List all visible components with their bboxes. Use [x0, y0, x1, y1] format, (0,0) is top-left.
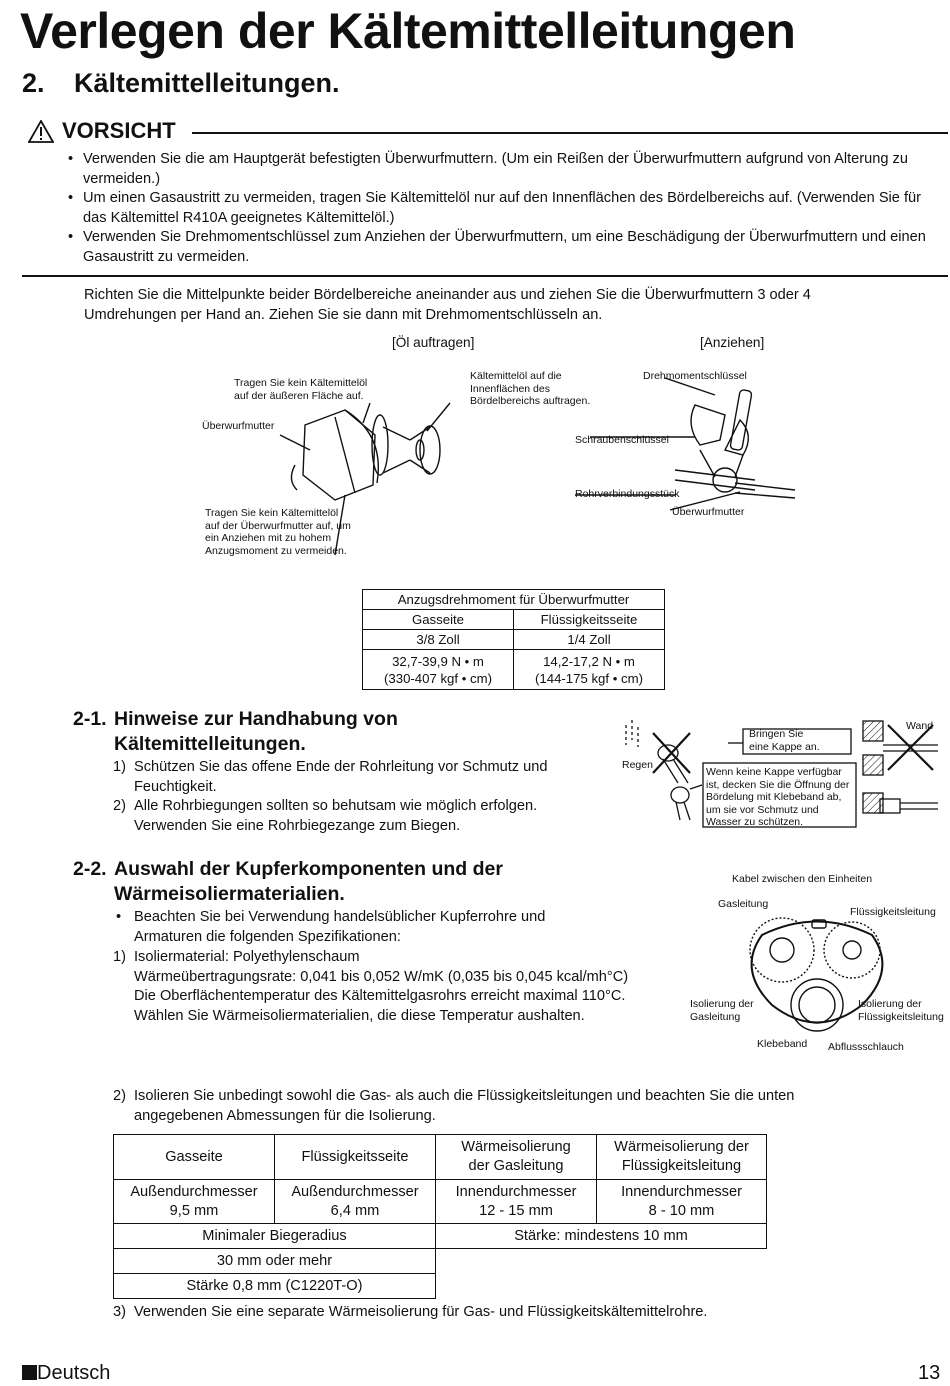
caution-top-rule: [192, 132, 948, 134]
label-cable: Kabel zwischen den Einheiten: [732, 873, 873, 885]
callout-flare-nut: Überwurfmutter: [202, 420, 275, 432]
section-title: Kältemittelleitungen.: [74, 68, 340, 98]
table-cell: 30 mm oder mehr: [114, 1249, 436, 1274]
tighten-label: [Anziehen]: [700, 335, 765, 350]
list-item: 2) Alle Rohrbiegungen sollten so behutsam wie möglich erfolgen.: [113, 798, 538, 814]
callout-oil-inner: Kältemittelöl auf die Innenflächen des Bördelbereichs auftragen.: [470, 370, 591, 407]
caution-item: • Um einen Gasaustritt zu vermeiden, tragen Sie Kältemittelöl nur auf den Innenflächen des Bördelbereichs auf. (Verwenden Sie für das Kältemittel R410A geeignetes Kältemittelöl.): [66, 189, 938, 228]
table-cell: Stärke: mindestens 10 mm: [436, 1224, 767, 1249]
label-liquid-insulation: Isolierung der Flüssigkeitsleitung: [858, 998, 944, 1023]
label-union: Rohrverbindungsstück: [575, 488, 680, 500]
caution-item: • Verwenden Sie die am Hauptgerät befestigten Überwurfmuttern. (Um ein Reißen der Überwurfmuttern aufgrund von Alterung zu vermeiden.): [66, 150, 938, 189]
label-wall: Wand: [906, 720, 934, 732]
warning-icon: [28, 120, 54, 143]
torque-table: [362, 589, 665, 690]
section-2-2-list: • Beachten Sie bei Verwendung handelsüblicher Kupferrohre und Armaturen die folgenden Spezifikationen: 1) Isoliermaterial: Polyethylenschaum Wärmeübertragungsrate: 0,041 bis 0,052 W/mK (0,035 bis 0,045 kcal/mh°C) Die Oberflächentemperatur des Kältemittelgasrohrs erreicht maximal 110°C. Wählen Sie Wärmeisoliermaterialien, die diese Temperatur aushalten.: [113, 908, 673, 1026]
label-torque-wrench: Drehmomentschlüssel: [643, 370, 747, 382]
intro-text: Richten Sie die Mittelpunkte beider Bördelbereiche aneinander aus und ziehen Sie die Überwurfmuttern 3 oder 4 Umdrehungen per Hand an. Ziehen Sie sie dann mit Drehmomentschlüsseln an.: [84, 287, 811, 323]
table-cell: Innendurchmesser 8 - 10 mm: [597, 1180, 767, 1224]
section-2-1-heading: 2-1. Hinweise zur Handhabung von Kältemittelleitungen.: [73, 708, 398, 755]
item-2-text: 2) Isolieren Sie unbedingt sowohl die Gas- als auch die Flüssigkeitsleitungen und beachten Sie die unten angegebenen Abmessungen für die Isolierung.: [113, 1088, 795, 1124]
label-liquid-pipe: Flüssigkeitsleitung: [850, 906, 936, 918]
label-tape: Klebeband: [757, 1038, 808, 1050]
label-drain-hose: Abflussschlauch: [828, 1041, 904, 1053]
caution-item: • Verwenden Sie Drehmomentschlüssel zum Anziehen der Überwurfmuttern, um eine Beschädigung der Überwurfmuttern und einen Gasaustritt zu vermeiden.: [66, 228, 938, 267]
table-cell: Minimaler Biegeradius: [114, 1224, 436, 1249]
label-flare-nut: Überwurfmutter: [672, 506, 745, 518]
table-cell: Stärke 0,8 mm (C1220T-O): [114, 1274, 436, 1299]
caution-list: [66, 150, 938, 268]
section-heading: [22, 68, 340, 99]
caution-bottom-rule: [22, 275, 948, 277]
label-spanner: Schraubenschlüssel: [575, 434, 669, 446]
section-2-1-list: 1) Schützen Sie das offene Ende der Rohrleitung vor Schmutz und Feuchtigkeit. 2) Alle Rohrbiegungen sollten so behutsam wie möglich erfolgen. Verwenden Sie eine Rohrbiegezange zum Biegen.: [113, 758, 593, 836]
table-cell: 14,2-17,2 N • m (144-175 kgf • cm): [514, 650, 665, 690]
table-cell: Außendurchmesser 6,4 mm: [275, 1180, 436, 1224]
torque-caption: Anzugsdrehmoment für Überwurfmutter: [363, 590, 665, 610]
list-item: 1) Schützen Sie das offene Ende der Rohrleitung vor Schmutz und: [113, 759, 548, 775]
label-rain: Regen: [622, 759, 653, 771]
callout-no-oil-outer: Tragen Sie kein Kältemittelöl auf der äußeren Fläche auf.: [234, 377, 368, 402]
square-icon: [22, 1365, 37, 1380]
table-header: Gasseite: [114, 1135, 275, 1180]
footer-language: Deutsch: [22, 1362, 110, 1385]
caution-heading: [28, 118, 176, 144]
page-title: Verlegen der Kältemittelleitungen: [20, 3, 796, 59]
label-cap: Bringen Sie eine Kappe an.: [749, 728, 820, 753]
table-cell: 32,7-39,9 N • m (330-407 kgf • cm): [363, 650, 514, 690]
callout-no-oil-nut: Tragen Sie kein Kältemittelöl auf der Überwurfmutter auf, um ein Anziehen mit zu hohem Anzugsmoment zu vermeiden.: [205, 507, 351, 557]
table-header: Wärmeisolierung der Gasleitung: [436, 1135, 597, 1180]
list-item: 1) Isoliermaterial: Polyethylenschaum: [113, 949, 360, 965]
label-no-cap: Wenn keine Kappe verfügbar ist, decken Sie die Öffnung der Bördelung mit Klebeband ab, um sie vor Schmutz und Wasser zu schützen.: [706, 766, 850, 828]
oil-label: [Öl auftragen]: [392, 335, 475, 350]
caution-label: VORSICHT: [62, 118, 176, 143]
table-header: Wärmeisolierung der Flüssigkeitsleitung: [597, 1135, 767, 1180]
table-header: Flüssigkeitsseite: [275, 1135, 436, 1180]
insulation-table: [113, 1134, 767, 1299]
label-gas-pipe: Gasleitung: [718, 898, 769, 910]
page-number: 13: [918, 1362, 941, 1384]
table-cell: Außendurchmesser 9,5 mm: [114, 1180, 275, 1224]
item-3-text: 3) Verwenden Sie eine separate Wärmeisolierung für Gas- und Flüssigkeitskältemittelrohre.: [113, 1304, 708, 1320]
list-item: • Beachten Sie bei Verwendung handelsüblicher Kupferrohre und: [116, 909, 546, 925]
table-header: Gasseite: [363, 610, 514, 630]
section-2-2-heading: 2-2. Auswahl der Kupferkomponenten und der Wärmeisoliermaterialien.: [73, 858, 503, 905]
table-cell: 1/4 Zoll: [514, 630, 665, 650]
table-header: Flüssigkeitsseite: [514, 610, 665, 630]
label-gas-insulation: Isolierung der Gasleitung: [690, 998, 754, 1023]
table-cell: 3/8 Zoll: [363, 630, 514, 650]
table-cell: Innendurchmesser 12 - 15 mm: [436, 1180, 597, 1224]
section-number: 2.: [22, 68, 45, 98]
